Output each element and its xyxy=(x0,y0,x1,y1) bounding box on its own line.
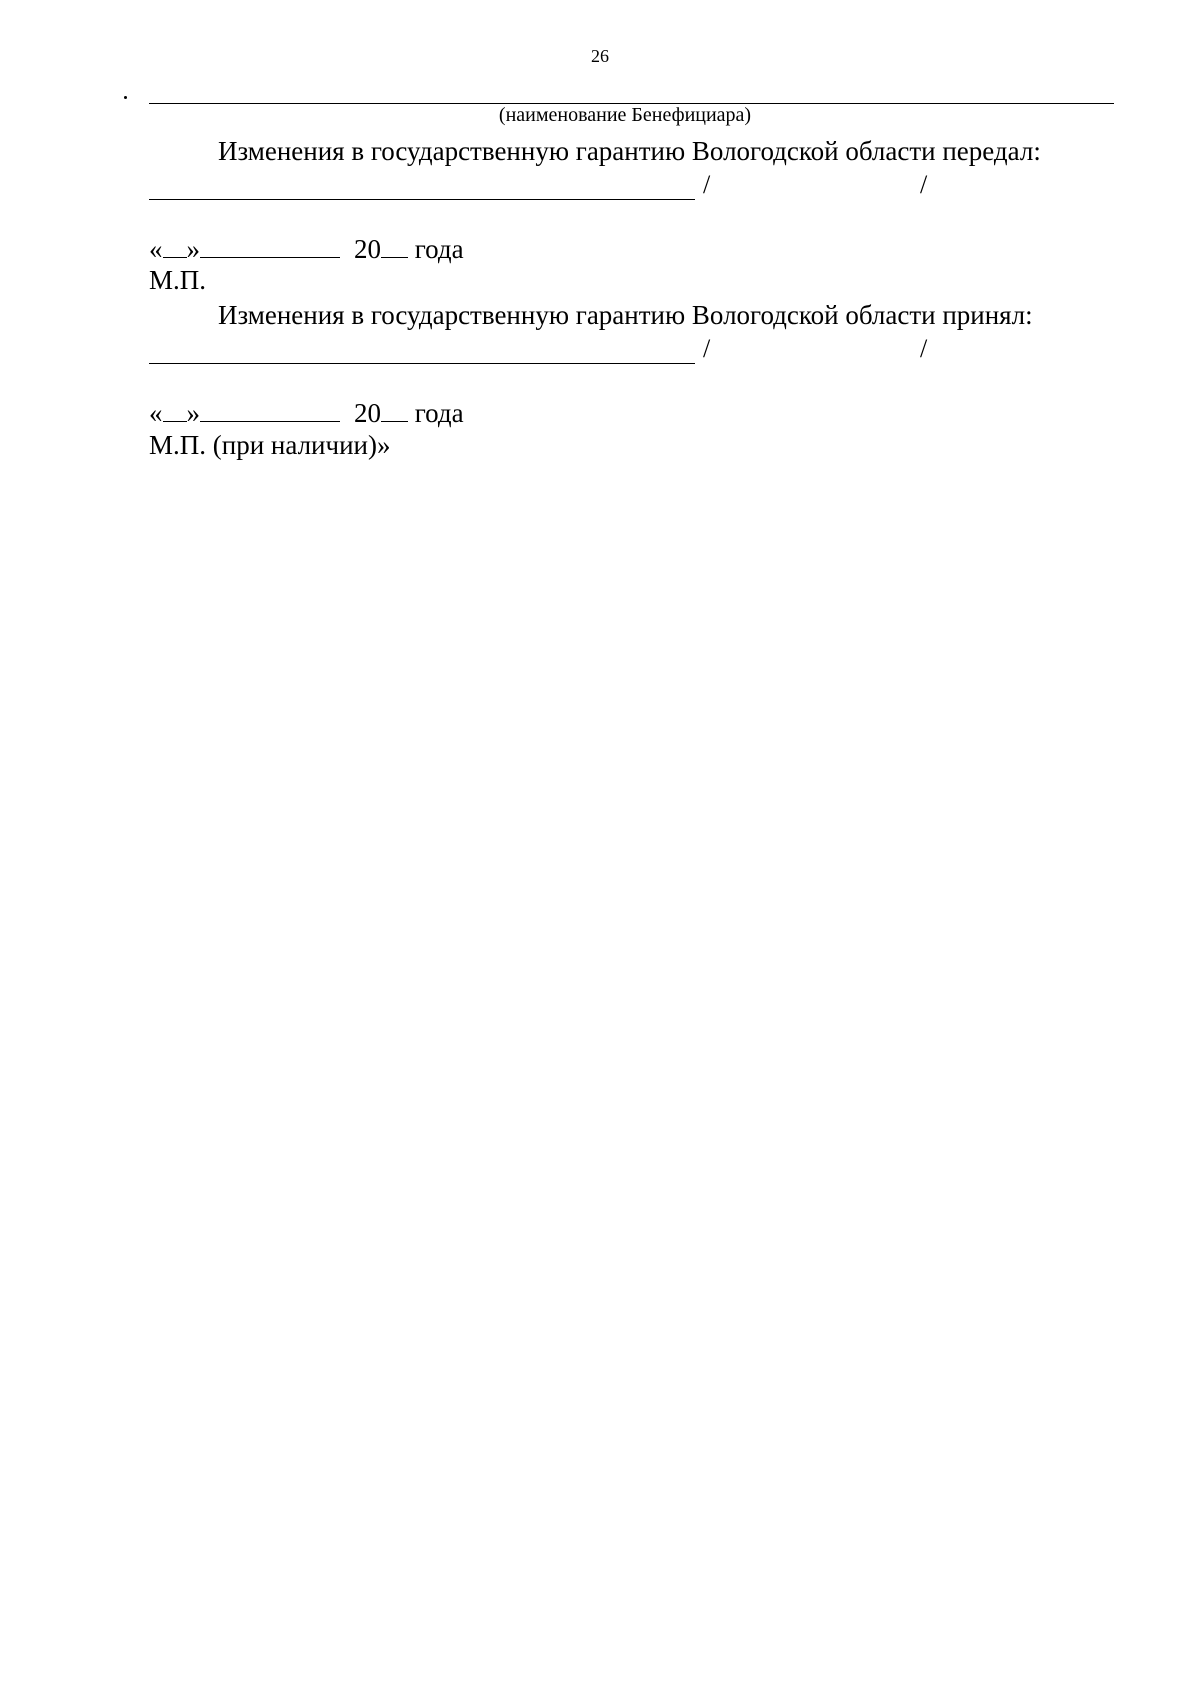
beneficiary-caption: (наименование Бенефициара) xyxy=(498,104,752,126)
accept-year-word: года xyxy=(414,398,464,428)
transfer-slash-1: / xyxy=(703,170,711,199)
transfer-seal: М.П. xyxy=(149,265,207,295)
accept-year-blank xyxy=(381,399,408,422)
transfer-slash-2: / xyxy=(920,170,928,199)
transfer-year-prefix: 20 xyxy=(354,234,381,264)
accept-date-line xyxy=(149,398,464,429)
accept-date-close-quote: » xyxy=(186,398,200,428)
transfer-month-blank xyxy=(200,235,340,258)
transfer-day-blank xyxy=(163,235,187,258)
accept-slash-2: / xyxy=(920,334,928,363)
page-number: 26 xyxy=(591,46,609,66)
accept-seal: М.П. (при наличии)» xyxy=(149,430,391,460)
transfer-date-close-quote: » xyxy=(186,234,200,264)
transfer-date-open-quote: « xyxy=(149,234,163,264)
accept-signature-line xyxy=(149,363,695,364)
transfer-signature-line xyxy=(149,199,695,200)
transfer-year-word: года xyxy=(414,234,464,264)
transfer-date-line xyxy=(149,234,464,265)
accept-slash-1: / xyxy=(703,334,711,363)
accept-month-blank xyxy=(200,399,340,422)
accept-date-open-quote: « xyxy=(149,398,163,428)
scan-dot xyxy=(124,96,127,99)
accept-day-blank xyxy=(163,399,187,422)
transfer-heading: Изменения в государственную гарантию Вологодской области передал: xyxy=(218,136,1041,166)
transfer-year-blank xyxy=(381,235,408,258)
accept-heading: Изменения в государственную гарантию Вологодской области принял: xyxy=(218,300,1033,330)
accept-year-prefix: 20 xyxy=(354,398,381,428)
